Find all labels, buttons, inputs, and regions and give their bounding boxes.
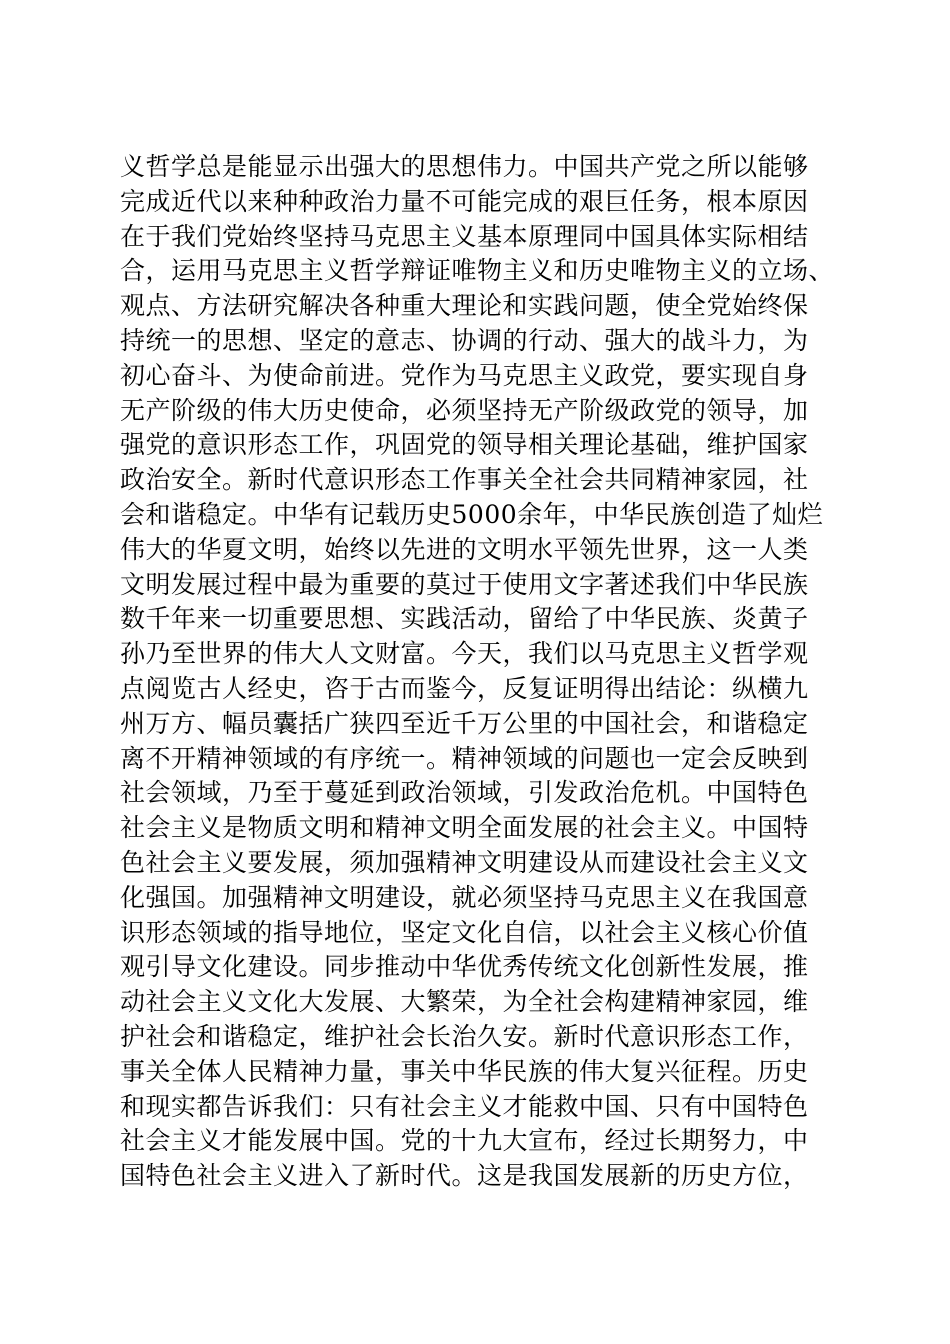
text-line: 孙乃至世界的伟大人文财富。今天，我们以马克思主义哲学观 xyxy=(120,639,809,669)
text-line: 色社会主义要发展，须加强精神文明建设从而建设社会主义文 xyxy=(120,847,809,877)
text-line: 护社会和谐稳定，维护社会长治久安。新时代意识形态工作， xyxy=(120,1021,809,1051)
text-line: 识形态领域的指导地位，坚定文化自信，以社会主义核心价值 xyxy=(120,917,809,947)
text-line: 动社会主义文化大发展、大繁荣，为全社会构建精神家园，维 xyxy=(120,987,809,1017)
text-line: 离不开精神领域的有序统一。精神领域的问题也一定会反映到 xyxy=(120,743,809,773)
text-line: 国特色社会主义进入了新时代。这是我国发展新的历史方位， xyxy=(120,1161,809,1191)
text-line: 无产阶级的伟大历史使命，必须坚持无产阶级政党的领导，加 xyxy=(120,395,809,425)
text-line: 点阅览古人经史，咨于古而鉴今，反复证明得出结论：纵横九 xyxy=(120,673,809,703)
text-line: 强党的意识形态工作，巩固党的领导相关理论基础，维护国家 xyxy=(120,430,809,460)
text-line: 和现实都告诉我们：只有社会主义才能救中国、只有中国特色 xyxy=(120,1091,809,1121)
text-line: 伟大的华夏文明，始终以先进的文明水平领先世界，这一人类 xyxy=(120,534,809,564)
text-line: 化强国。加强精神文明建设，就必须坚持马克思主义在我国意 xyxy=(120,882,809,912)
text-line: 社会领域，乃至于蔓延到政治领域，引发政治危机。中国特色 xyxy=(120,778,809,808)
text-line: 社会主义才能发展中国。党的十九大宣布，经过长期努力，中 xyxy=(120,1126,809,1156)
text-line: 事关全体人民精神力量，事关中华民族的伟大复兴征程。历史 xyxy=(120,1056,809,1086)
text-line: 社会主义是物质文明和精神文明全面发展的社会主义。中国特 xyxy=(120,813,809,843)
text-line: 观点、方法研究解决各种重大理论和实践问题，使全党始终保 xyxy=(120,291,809,321)
text-line: 义哲学总是能显示出强大的思想伟力。中国共产党之所以能够 xyxy=(120,152,809,181)
text-line: 观引导文化建设。同步推动中华优秀传统文化创新性发展，推 xyxy=(120,952,809,982)
body-text xyxy=(120,150,840,1194)
text-line: 数千年来一切重要思想、实践活动，留给了中华民族、炎黄子 xyxy=(120,604,809,634)
text-line: 政治安全。新时代意识形态工作事关全社会共同精神家园，社 xyxy=(120,465,809,495)
text-line: 持统一的思想、坚定的意志、协调的行动、强大的战斗力，为 xyxy=(120,325,809,355)
text-line: 合，运用马克思主义哲学辩证唯物主义和历史唯物主义的立场、 xyxy=(120,256,835,286)
text-line: 初心奋斗、为使命前进。党作为马克思主义政党，要实现自身 xyxy=(120,360,809,390)
text-line: 州万方、幅员囊括广狭四至近千万公里的中国社会，和谐稳定 xyxy=(120,708,809,738)
text-line: 在于我们党始终坚持马克思主义基本原理同中国具体实际相结 xyxy=(120,221,809,251)
text-line: 文明发展过程中最为重要的莫过于使用文字著述我们中华民族 xyxy=(120,569,809,599)
text-line: 会和谐稳定。中华有记载历史5000余年，中华民族创造了灿烂 xyxy=(120,499,824,529)
text-line: 完成近代以来种种政治力量不可能完成的艰巨任务，根本原因 xyxy=(120,186,809,216)
